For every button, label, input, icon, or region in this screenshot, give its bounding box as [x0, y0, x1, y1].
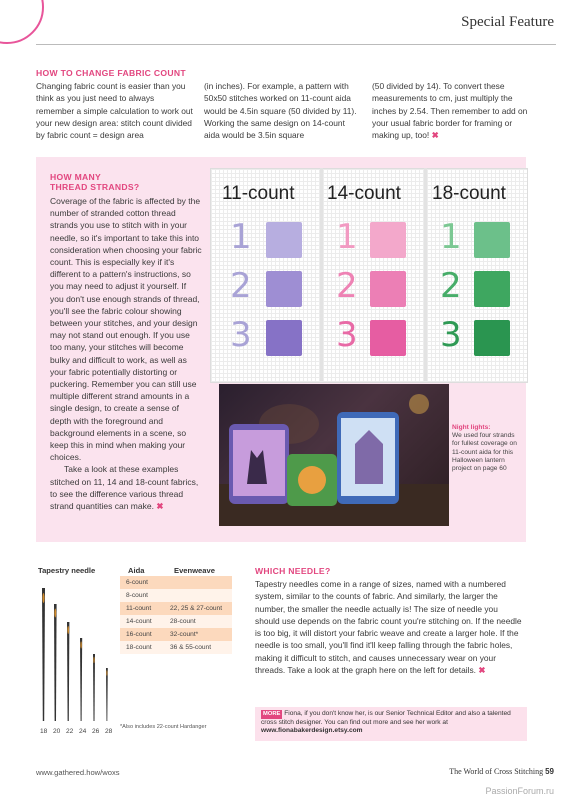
sample-label-14: 14-count — [327, 183, 401, 204]
fabric-count-col1: Changing fabric count is easier than you think as you just need to always remember a simple calculation to work out your new design area: stitch count divided by fabric count = design area — [36, 81, 193, 141]
end-mark-icon: ✖ — [156, 501, 164, 512]
aida-cell: 6-count — [126, 579, 148, 586]
col-header-needle: Tapestry needle — [38, 566, 96, 575]
needle-illustration — [36, 576, 120, 726]
sample-digit-2: 2 — [440, 266, 462, 306]
sample-square — [474, 222, 510, 258]
aida-cell: 14-count — [126, 618, 152, 625]
more-note-text: Fiona, if you don't know her, is our Senior Technical Editor and also a talented cross stitch designer. You can find out more and see her work at — [261, 710, 511, 726]
col-header-aida: Aida — [128, 566, 145, 575]
thread-strands-para1: Coverage of the fabric is affected by the number of stranded cotton thread strands you use to stitch with in your needle, so it's important to take this into consideration when choosing your fabric count. This is especially key if it's different to a pattern's instructions, so you may need to adjust it yourself. If you don't use enough strands of thread, you'll see the fabric colour showing between your stitches, and your design may not stand out enough. If you use too many, your stitches will become bulky and difficult to work, as well as your fabric potentially distorting or puckering. Remember you can still use multiple different strand amounts in a single design, to create a sense of depth with the foreground and background elements in a scene, so keep this in mind when making your choices. — [50, 196, 202, 463]
sample-label-18: 18-count — [432, 183, 506, 204]
sample-digit-1: 1 — [336, 217, 358, 257]
page-number: 59 — [545, 767, 554, 776]
evenweave-cell: 22, 25 & 27-count — [170, 605, 223, 612]
caption-title: Night lights: — [452, 424, 491, 431]
sample-digit-1: 1 — [440, 217, 462, 257]
fabric-count-col3-text: (50 divided by 14). To convert these measurements to cm, just multiply the inches by 2.54. Then remember to add on your usual fabric border for framing or making up, too! — [372, 81, 528, 141]
sample-digit-3: 3 — [440, 315, 462, 355]
which-needle-body-text: Tapestry needles come in a range of sizes, named with a numbered system, similar to the counts of fabric. And similarly, the larger the number, the smaller the needle actually is! The size of needle you should use depends on the fabric count you're stitching on. If the needle is too big, it will distort your fabric weave and create a larger hole. If the needle is too small, you'll find it'll keep falling through the fabric holes, making it difficult to stitch, and causes unnecessary wear on your threads. Take a look at the graph here on the left for details. — [255, 579, 522, 676]
footer-magazine — [449, 767, 554, 776]
chart-footnote: *Also includes 22-count Hardanger — [120, 724, 207, 730]
fabric-count-heading-text: HOW TO CHANGE FABRIC COUNT — [36, 68, 186, 78]
which-needle-heading — [255, 566, 331, 576]
fabric-count-col3 — [372, 80, 530, 141]
thread-strands-body — [50, 195, 202, 512]
photo-caption — [452, 424, 522, 473]
sample-square — [370, 222, 406, 258]
col-header-evenweave: Evenweave — [174, 566, 215, 575]
end-mark-icon: ✖ — [478, 665, 486, 676]
sample-divider — [320, 168, 323, 381]
thread-strands-para2-text: Take a look at these examples stitched on 11, 14 and 18-count fabrics, to see the difference various thread strand quantities can make. — [50, 464, 199, 512]
sample-square — [370, 271, 406, 307]
lantern-photo — [219, 384, 449, 526]
needle-size: 24 — [79, 728, 87, 735]
aida-cell: 18-count — [126, 644, 152, 651]
watermark: PassionForum.ru — [485, 786, 554, 796]
thread-strands-para2 — [50, 463, 202, 512]
designer-link[interactable]: www.fionabakerdesign.etsy.com — [261, 727, 363, 735]
more-note — [255, 707, 527, 741]
aida-cell: 8-count — [126, 592, 148, 599]
sample-divider — [424, 168, 427, 381]
thread-strands-heading-line2: THREAD STRANDS? — [50, 182, 140, 192]
footer-url[interactable]: www.gathered.how/woxs — [36, 768, 120, 777]
sample-digit-1: 1 — [230, 217, 252, 257]
sample-digit-3: 3 — [336, 315, 358, 355]
needle-size: 22 — [66, 728, 74, 735]
aida-cell: 16-count — [126, 631, 152, 638]
thread-strands-heading-line1: HOW MANY — [50, 172, 102, 182]
magazine-name: The World of Cross Stitching — [449, 767, 544, 776]
aida-cell: 11-count — [126, 605, 152, 612]
needle-size: 28 — [105, 728, 113, 735]
fabric-count-col2: (in inches). For example, a pattern with 50x50 stitches worked on 11-count aida would be 4.5in square (50 divided by 11). Working the same design on 14-count aida would be 3.5in square — [204, 81, 357, 141]
which-needle-body — [255, 578, 523, 676]
more-badge: MORE — [263, 711, 281, 717]
lantern-illustration — [219, 384, 449, 526]
evenweave-cell: 36 & 55-count — [170, 644, 212, 651]
sample-square — [474, 320, 510, 356]
fabric-count-heading — [36, 68, 186, 78]
caption-text: We used four strands for fullest coverage on 11-count aida for this Halloween lantern project on page 60 — [452, 432, 517, 473]
sample-square — [266, 271, 302, 307]
needle-chart — [36, 562, 248, 742]
needle-size: 18 — [40, 728, 48, 735]
section-title: Special Feature — [461, 14, 554, 30]
corner-decoration — [0, 0, 44, 44]
sample-square — [370, 320, 406, 356]
thread-strands-heading — [50, 172, 139, 192]
evenweave-cell: 32-count* — [170, 631, 199, 638]
sample-digit-3: 3 — [230, 315, 252, 355]
which-needle-heading-text: WHICH NEEDLE? — [255, 566, 331, 576]
sample-digit-2: 2 — [230, 266, 252, 306]
sample-square — [266, 320, 302, 356]
needle-size: 26 — [92, 728, 100, 735]
sample-square — [266, 222, 302, 258]
end-mark-icon: ✖ — [431, 130, 439, 141]
sample-digit-2: 2 — [336, 266, 358, 306]
needle-size: 20 — [53, 728, 61, 735]
header-divider — [36, 44, 556, 45]
evenweave-cell: 28-count — [170, 618, 196, 625]
sample-label-11: 11-count — [222, 183, 295, 204]
sample-square — [474, 271, 510, 307]
